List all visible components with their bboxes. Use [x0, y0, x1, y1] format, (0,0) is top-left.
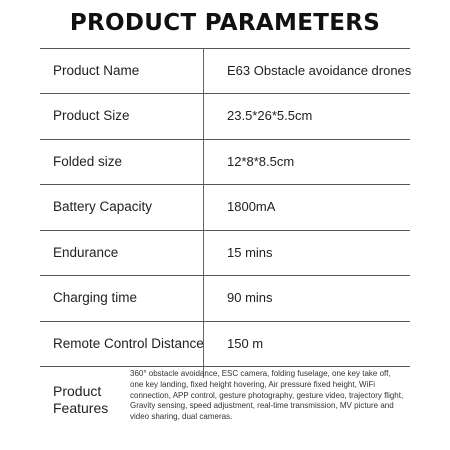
- features-text: 360° obstacle avoidance, ESC camera, folding fuselage, one key take off, one key landing, fixed height hovering, Air pressure fixed height, WiFi connection, APP control, gesture photography, gesture video, trajectory flight, Gravity sensing, speed adjustment, real-time transmission, MV picture and video sharing, dual cameras.: [130, 369, 404, 422]
- table-row-battery-capacity: [40, 184, 410, 229]
- row-divider: [40, 366, 410, 367]
- table-row-charging-time: [40, 275, 410, 320]
- row-value: 1800mA: [227, 199, 276, 214]
- parameters-table: [40, 48, 410, 440]
- row-value: E63 Obstacle avoidance drones: [227, 63, 412, 78]
- row-value: 90 mins: [227, 290, 273, 305]
- row-label: Battery Capacity: [53, 199, 153, 214]
- row-label: Folded size: [53, 154, 123, 169]
- row-value: 15 mins: [227, 245, 273, 260]
- row-label: Product Size: [53, 108, 130, 123]
- row-label: Charging time: [53, 290, 138, 305]
- row-label: Product Name: [53, 63, 140, 78]
- table-row-product-name: [40, 48, 410, 93]
- row-value: 12*8*8.5cm: [227, 154, 295, 169]
- row-value: 150 m: [227, 336, 264, 351]
- table-row-remote-control-distance: [40, 321, 410, 366]
- row-label: Remote Control Distance: [53, 336, 204, 351]
- row-value: 23.5*26*5.5cm: [227, 108, 313, 123]
- row-label: Endurance: [53, 245, 119, 260]
- table-row-endurance: [40, 230, 410, 275]
- table-row-product-size: [40, 93, 410, 138]
- table-row-folded-size: [40, 139, 410, 184]
- features-label: Product Features: [53, 383, 109, 416]
- page-title: PRODUCT PARAMETERS: [69, 10, 381, 36]
